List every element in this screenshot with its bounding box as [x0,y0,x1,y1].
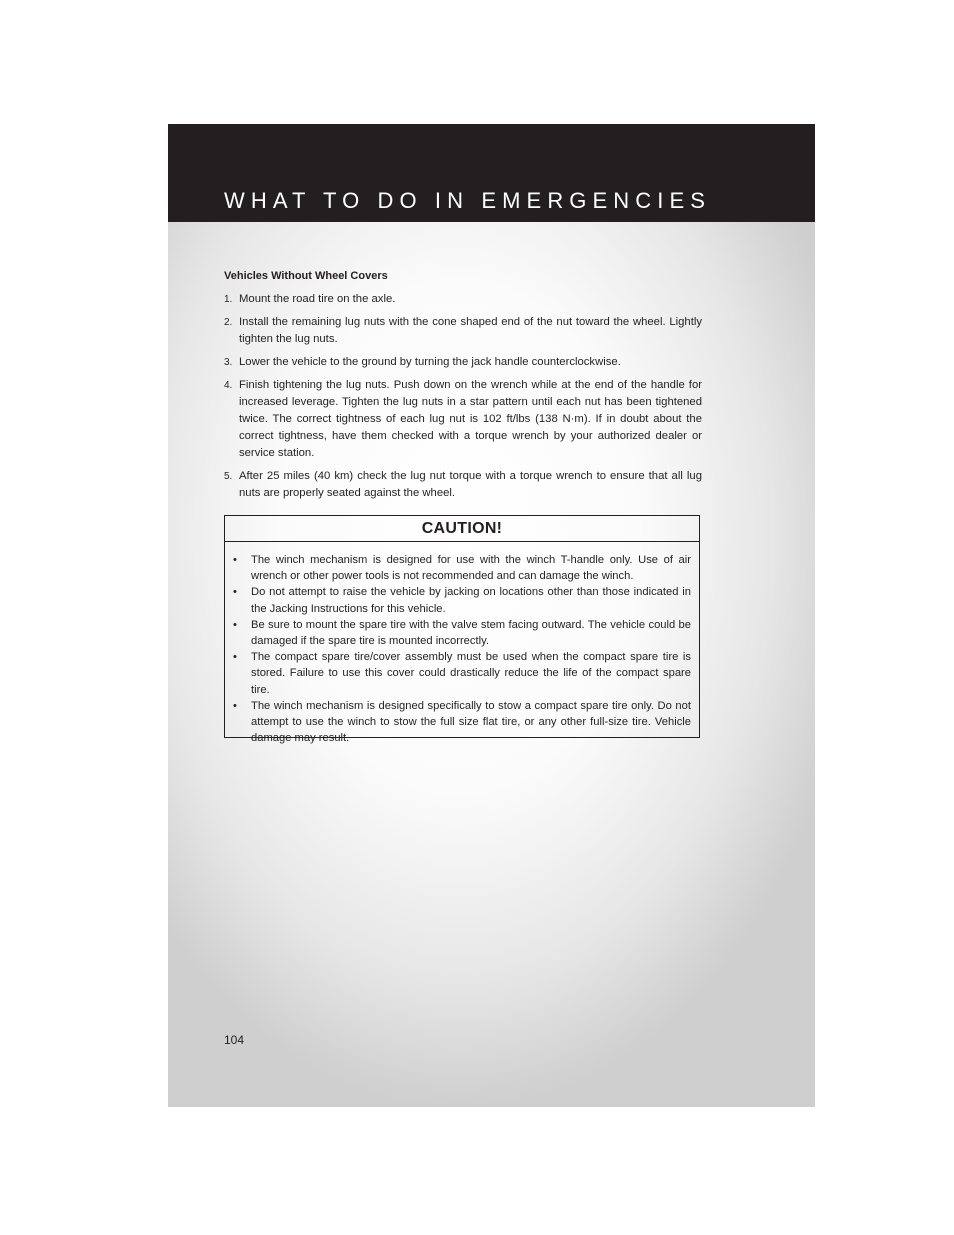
caution-text: Do not attempt to raise the vehicle by jacking on locations other than those indicated in the Jacking Instructions for this vehicle. [251,586,691,615]
step-text: Lower the vehicle to the ground by turning the jack handle counterclockwise. [239,356,621,368]
caution-item [233,617,691,649]
step-number: 4. [224,380,233,391]
step-item [224,377,702,462]
caution-title: CAUTION! [225,516,699,542]
bullet-icon: • [233,651,237,664]
step-number: 3. [224,357,233,368]
caution-text: The compact spare tire/cover assembly must be used when the compact spare tire is stored. Failure to use this cover could drastically reduce the life of the compact spare tire. [251,651,691,696]
manual-page [168,124,815,1107]
bullet-icon: • [233,554,237,566]
step-text: After 25 miles (40 km) check the lug nut torque with a torque wrench to ensure that all lug nuts are properly seated against the wheel. [239,470,702,499]
step-number: 1. [224,294,233,305]
step-item [224,354,702,371]
caution-item [233,698,691,747]
step-text: Install the remaining lug nuts with the cone shaped end of the nut toward the wheel. Lightly tighten the lug nuts. [239,316,702,345]
main-content [224,268,702,508]
step-text: Finish tightening the lug nuts. Push down on the wrench while at the end of the handle for increased leverage. Tighten the lug nuts in a star pattern until each nut has been tightened twice. The correct tightness of each lug nut is 102 ft/lbs (138 N·m). If in doubt about the correct tightness, have them checked with a torque wrench by your authorized dealer or service station. [239,379,702,459]
bullet-icon: • [233,699,237,712]
caution-text: Be sure to mount the spare tire with the valve stem facing outward. The vehicle could be damaged if the spare tire is mounted incorrectly. [251,618,691,648]
caution-text: The winch mechanism is designed for use with the winch T-handle only. Use of air wrench or other power tools is not recommended and can damage the winch. [251,554,691,583]
caution-item [233,552,691,584]
subsection-heading: Vehicles Without Wheel Covers [224,270,388,282]
page-number: 104 [224,1033,245,1047]
section-title: WHAT TO DO IN EMERGENCIES [224,188,712,213]
caution-item [233,584,691,616]
bullet-icon: • [233,586,237,599]
caution-text: The winch mechanism is designed specifically to stow a compact spare tire only. Do not attempt to use the winch to stow the full size flat tire, or any other full-size tire. Vehicle damage may result. [251,699,691,745]
step-item [224,314,702,348]
caution-box [224,515,700,745]
step-item [224,468,702,502]
procedure-steps [224,291,702,502]
step-text: Mount the road tire on the axle. [239,293,396,305]
bullet-icon: • [233,618,237,631]
step-number: 2. [224,317,233,328]
step-number: 5. [224,471,233,482]
section-banner [168,124,815,222]
caution-item [233,649,691,698]
caution-list [225,542,699,746]
step-item [224,291,702,308]
